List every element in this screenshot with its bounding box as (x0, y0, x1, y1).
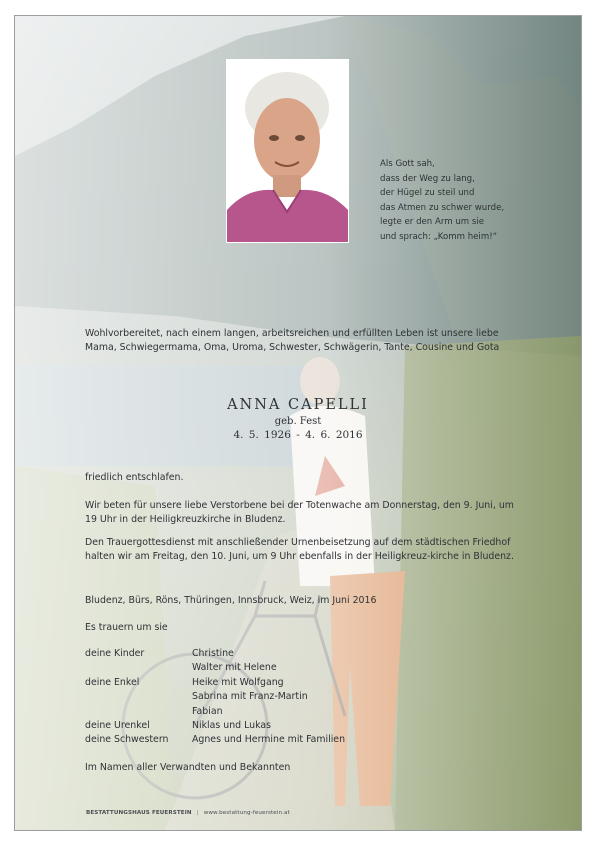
mourner-row (85, 661, 345, 675)
passed-text: friedlich entschlafen. (85, 472, 184, 483)
mourner-row (85, 733, 345, 747)
wake-paragraph: Wir beten für unsere liebe Verstorbene bei der Totenwache am Donnerstag, den 9. Juni, um 19 Uhr in der Heiligkreuzkirche in Bludenz. (85, 500, 514, 526)
closing-text: Im Namen aller Verwandten und Bekannten (85, 762, 291, 773)
mourner-names: Sabrina mit Franz-Martin (192, 691, 308, 703)
poem-line: Als Gott sah, (380, 159, 435, 169)
mourner-names: Walter mit Helene (192, 662, 277, 674)
intro-text: Wohlvorbereitet, nach einem langen, arbeitsreichen und erfüllten Leben ist unsere liebe Mama, Schwiegermama, Oma, Uroma, Schwester, Schwägerin, Tante, Cousine und Gota (85, 328, 500, 354)
mourner-row (85, 719, 345, 733)
life-dates: 4. 5. 1926 - 4. 6. 2016 (233, 429, 363, 441)
mourner-names: Heike mit Wolfgang (192, 676, 284, 688)
deceased-name: ANNA CAPELLI (227, 397, 369, 413)
places-date: Bludenz, Bürs, Röns, Thüringen, Innsbruck, Weiz, im Juni 2016 (85, 595, 377, 606)
mourner-row (85, 647, 345, 661)
poem-line: der Hügel zu steil und (380, 188, 475, 199)
maiden-name: geb. Fest (274, 416, 322, 427)
poem (380, 157, 504, 245)
deceased-block (15, 397, 581, 441)
portrait-photo (226, 59, 349, 243)
mourner-relation: deine Urenkel (85, 720, 150, 732)
mourner-row (85, 690, 345, 704)
mourner-relation (85, 705, 192, 719)
mourner-names: Niklas und Lukas (192, 720, 271, 732)
mourner-names: Christine (192, 648, 234, 659)
poem-line: legte er den Arm um sie (380, 217, 485, 228)
mourner-relation: deine Enkel (85, 676, 140, 688)
mourning-intro: Es trauern um sie (85, 622, 168, 633)
mourner-row (85, 705, 345, 719)
poem-line: und sprach: „Komm heim!“ (380, 231, 498, 242)
footer-separator: | (196, 810, 199, 816)
footer (86, 810, 290, 816)
mourner-names: Fabian (192, 705, 223, 717)
mourner-relation: deine Kinder (85, 648, 145, 659)
mourner-relation: deine Schwestern (85, 734, 169, 746)
funeral-home-name: BESTATTUNGSHAUS FEUERSTEIN (86, 810, 192, 816)
mourners-list (85, 647, 345, 748)
obituary-card (14, 15, 582, 831)
mourner-names: Agnes und Hermine mit Familien (192, 734, 346, 746)
poem-line: das Atmen zu schwer wurde, (380, 202, 505, 213)
funeral-home-website[interactable]: www.bestattung-feuerstein.at (203, 810, 290, 816)
mourner-relation (85, 690, 192, 704)
service-paragraph: Den Trauergottesdienst mit anschließender Urnenbeisetzung auf dem städtischen Friedhof halten wir am Freitag, den 10. Juni, um 9 Uhr ebenfalls in der Heiligkreuz-kirche in Bludenz. (85, 537, 514, 563)
poem-line: dass der Weg zu lang, (380, 173, 475, 184)
mourner-row (85, 676, 345, 690)
mourner-relation (85, 661, 192, 675)
